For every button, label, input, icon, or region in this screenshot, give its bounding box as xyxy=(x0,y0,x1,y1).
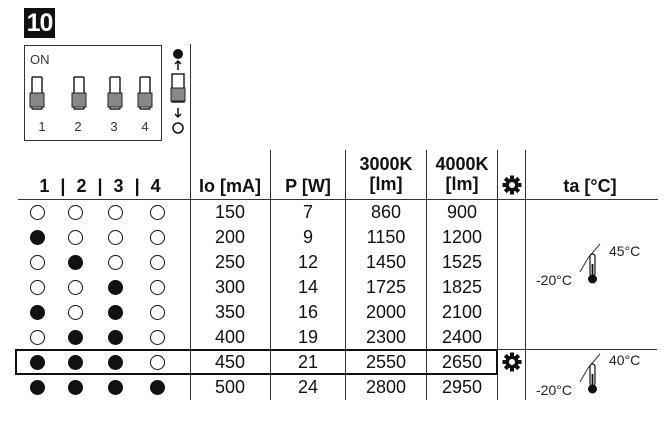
power-cell: 9 xyxy=(302,227,313,247)
switch-off-dot xyxy=(108,255,123,270)
lm3000-cell: 2000 xyxy=(365,302,407,322)
dip-number-2: 2 xyxy=(74,119,82,134)
switch-header-4: 4 xyxy=(150,176,161,196)
thermometer-icon xyxy=(578,242,608,288)
power-cell: 19 xyxy=(297,327,319,347)
io-cell: 350 xyxy=(214,302,246,322)
lm3000-cell: 2800 xyxy=(365,377,407,397)
switch-off-dot xyxy=(30,255,45,270)
power-cell: 16 xyxy=(297,302,319,322)
lm3000-cell: 2550 xyxy=(365,352,407,372)
power-cell: 21 xyxy=(297,352,319,372)
dip-number-4: 4 xyxy=(141,119,149,134)
power-header: P [W] xyxy=(285,176,331,196)
lm4000-cell: 2650 xyxy=(441,352,483,372)
separator: | xyxy=(134,176,140,196)
ta-high-label: 45°C xyxy=(609,243,641,259)
lm3000-header xyxy=(346,154,426,194)
switch-off-dot xyxy=(68,205,83,220)
switch-off-dot xyxy=(150,330,165,345)
switches-header xyxy=(25,176,175,196)
power-cell: 12 xyxy=(297,252,319,272)
highlighted-row-frame xyxy=(15,349,498,375)
switch-header-1: 1 xyxy=(39,176,50,196)
lm3000-header-line1: 3000K xyxy=(359,154,413,174)
step-number: 10 xyxy=(24,8,55,38)
separator: | xyxy=(60,176,66,196)
switch-off-dot xyxy=(30,205,45,220)
io-cell: 500 xyxy=(214,377,246,397)
switch-off-dot xyxy=(30,330,45,345)
lm3000-cell: 860 xyxy=(370,202,402,222)
switch-on-dot xyxy=(68,255,83,270)
lm4000-cell: 2100 xyxy=(441,302,483,322)
switch-off-dot xyxy=(68,280,83,295)
switch-off-dot xyxy=(150,305,165,320)
switch-off-dot xyxy=(150,205,165,220)
dip-number-1: 1 xyxy=(38,119,46,134)
io-cell: 450 xyxy=(214,352,246,372)
switch-on-dot xyxy=(108,280,123,295)
lm4000-cell: 900 xyxy=(446,202,478,222)
power-cell: 7 xyxy=(302,202,313,222)
switch-on-dot xyxy=(108,380,123,395)
lm4000-header-line1: 4000K xyxy=(435,154,489,174)
io-cell: 150 xyxy=(214,202,246,222)
dip-number-3: 3 xyxy=(110,119,118,134)
switch-off-dot xyxy=(108,205,123,220)
lm3000-cell: 1150 xyxy=(366,227,406,247)
ta-low-label: -20°C xyxy=(536,272,572,288)
gear-icon xyxy=(502,175,522,195)
ta-high-label: 40°C xyxy=(609,352,641,368)
lm4000-cell: 2400 xyxy=(441,327,483,347)
dip-on-label: ON xyxy=(30,52,50,67)
switch-off-dot xyxy=(68,305,83,320)
separator: | xyxy=(97,176,103,196)
lm4000-cell: 1525 xyxy=(441,252,483,272)
lm3000-header-line2: [lm] xyxy=(369,174,403,194)
switch-on-dot xyxy=(108,330,123,345)
switch-off-dot xyxy=(30,280,45,295)
io-cell: 250 xyxy=(214,252,246,272)
io-cell: 300 xyxy=(214,277,246,297)
switch-off-dot xyxy=(108,230,123,245)
power-cell: 24 xyxy=(297,377,319,397)
legend-divider xyxy=(190,44,191,150)
switch-header-3: 3 xyxy=(113,176,124,196)
switch-on-dot xyxy=(68,380,83,395)
switch-on-dot xyxy=(108,305,123,320)
switch-on-dot xyxy=(30,380,45,395)
lm4000-cell: 1200 xyxy=(441,227,483,247)
switch-header-2: 2 xyxy=(76,176,87,196)
switch-on-dot xyxy=(30,230,45,245)
lm4000-cell: 2950 xyxy=(441,377,483,397)
power-cell: 14 xyxy=(297,277,319,297)
lm4000-header-line2: [lm] xyxy=(445,174,479,194)
switch-position-legend xyxy=(168,44,188,140)
ta-header: ta [°C] xyxy=(563,176,617,196)
switch-on-dot xyxy=(30,305,45,320)
ta-group-divider xyxy=(497,349,657,350)
lm4000-cell: 1825 xyxy=(441,277,483,297)
switch-on-dot xyxy=(150,380,165,395)
io-header: Io [mA] xyxy=(199,176,261,196)
io-cell: 400 xyxy=(214,327,246,347)
lm4000-header xyxy=(427,154,497,194)
switch-off-dot xyxy=(68,230,83,245)
gear-icon xyxy=(502,352,522,372)
lm3000-cell: 1450 xyxy=(365,252,407,272)
switch-on-dot xyxy=(68,330,83,345)
switch-off-dot xyxy=(150,255,165,270)
switch-off-dot xyxy=(150,280,165,295)
lm3000-cell: 2300 xyxy=(365,327,407,347)
column-divider xyxy=(525,150,526,400)
io-cell: 200 xyxy=(214,227,246,247)
ta-low-label: -20°C xyxy=(536,382,572,398)
lm3000-cell: 1725 xyxy=(365,277,407,297)
switch-off-dot xyxy=(150,230,165,245)
thermometer-icon xyxy=(578,352,608,398)
